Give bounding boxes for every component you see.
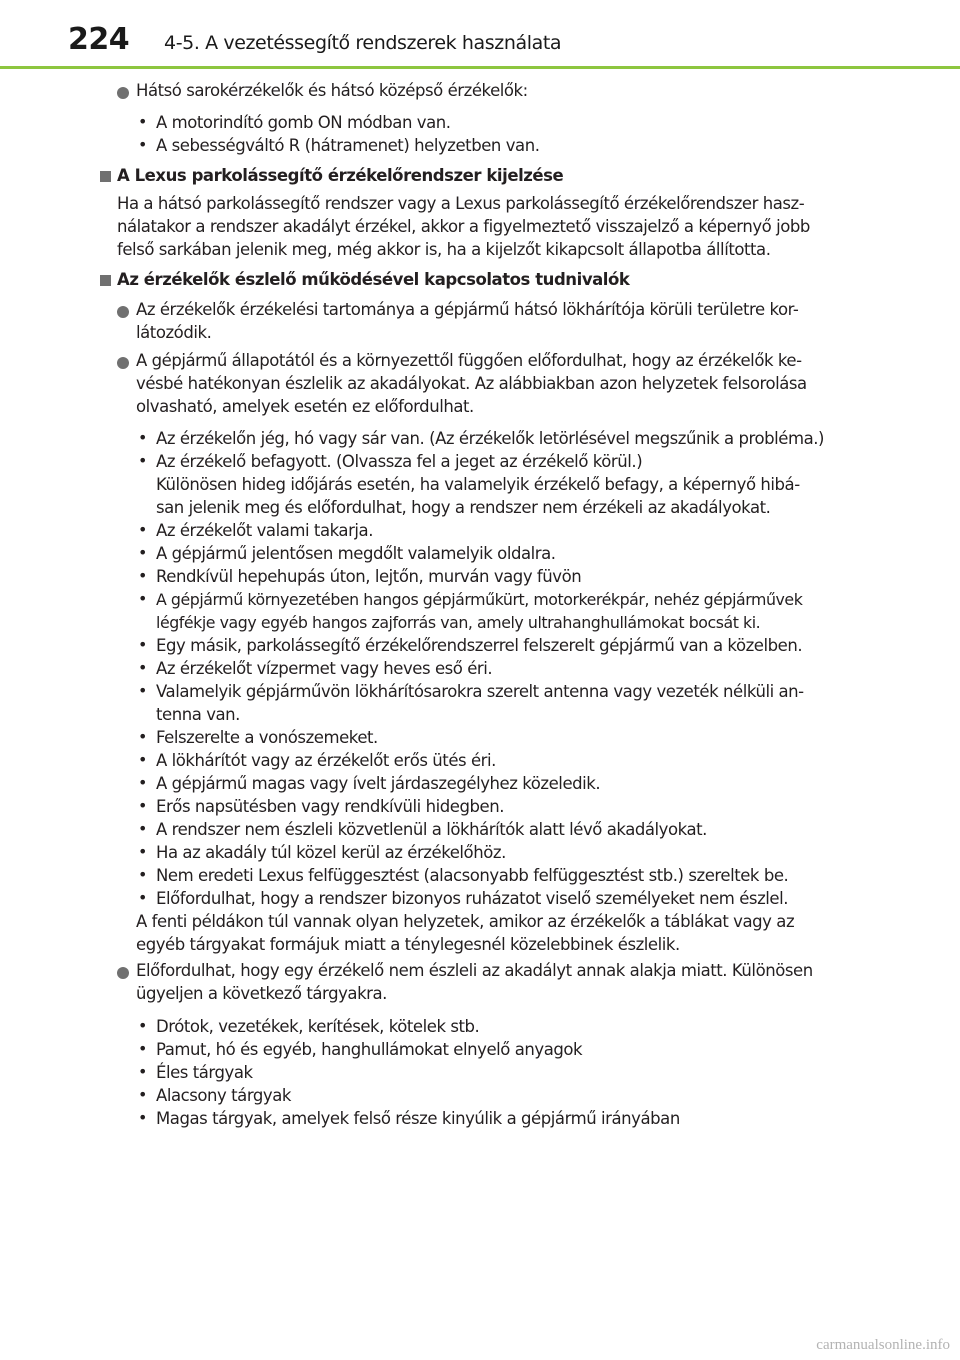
bullet-icon: • — [138, 635, 148, 654]
paragraph-line: egyéb tárgyakat formájuk miatt a ténylegesnél közelebbinek észlelik. — [136, 935, 680, 954]
list-item: Az érzékelőn jég, hó vagy sár van. (Az érzékelők letörlésével megszűnik a probléma.) — [156, 429, 825, 448]
bullet-icon: • — [138, 773, 148, 792]
list-item: A rendszer nem észleli közvetlenül a lökhárítók alatt lévő akadályokat. — [156, 820, 707, 839]
bullet-icon: • — [138, 819, 148, 838]
paragraph-line: vésbé hatékonyan észlelik az akadályokat. Az alábbiakban azon helyzetek felsorolása — [136, 374, 807, 393]
list-item-continuation: Különösen hideg időjárás esetén, ha valamelyik érzékelő befagy, a képernyő hibá- — [156, 475, 800, 494]
list-item: Rendkívül hepehupás úton, lejtőn, murván vagy füvön — [156, 567, 582, 586]
bullet-icon: • — [138, 888, 148, 907]
list-item: Valamelyik gépjárművön lökhárítósarokra szerelt antenna vagy vezeték nélküli an- — [156, 682, 804, 701]
paragraph-line: Előfordulhat, hogy egy érzékelő nem észleli az akadályt annak alakja miatt. Különösen — [136, 961, 813, 980]
paragraph-line: A gépjármű állapotától és a környezettől függően előfordulhat, hogy az érzékelők ke- — [136, 351, 802, 370]
bullet-icon: • — [138, 865, 148, 884]
list-item-continuation: légfékje vagy egyéb hangos zajforrás van, amely ultrahanghullámokat bocsát ki. — [156, 613, 761, 632]
bullet-icon: • — [138, 727, 148, 746]
paragraph-line: felső sarkában jelenik meg, még akkor is, ha a kijelzőt kikapcsolt állapotba állította. — [117, 240, 771, 259]
circle-bullet-icon — [117, 306, 129, 318]
list-item: Felszerelte a vonószemeket. — [156, 728, 378, 747]
list-item: Erős napsütésben vagy rendkívüli hidegben. — [156, 797, 504, 816]
list-item: Ha az akadály túl közel kerül az érzékelőhöz. — [156, 843, 506, 862]
bullet-icon: • — [138, 796, 148, 815]
bullet-icon: • — [138, 520, 148, 539]
header-rule — [0, 66, 960, 69]
list-item: A sebességváltó R (hátramenet) helyzetben van. — [156, 136, 540, 155]
bullet-icon: • — [138, 681, 148, 700]
list-item: Az érzékelőt vízpermet vagy heves eső éri. — [156, 659, 493, 678]
list-item: A gépjármű magas vagy ívelt járdaszegélyhez közeledik. — [156, 774, 601, 793]
list-item: Nem eredeti Lexus felfüggesztést (alacsonyabb felfüggesztést stb.) szereltek be. — [156, 866, 789, 885]
bullet-icon: • — [138, 1085, 148, 1104]
bullet-icon: • — [138, 112, 148, 131]
list-item: Előfordulhat, hogy a rendszer bizonyos ruházatot viselő személyeket nem észlel. — [156, 889, 789, 908]
section-title: 4-5. A vezetéssegítő rendszerek használata — [164, 32, 562, 54]
list-item: A motorindító gomb ON módban van. — [156, 113, 451, 132]
paragraph-line: nálatakor a rendszer akadályt érzékel, akkor a figyelmeztető visszajelző a képernyő jobb — [117, 217, 810, 236]
paragraph-line: ügyeljen a következő tárgyakra. — [136, 984, 387, 1003]
page-number: 224 — [68, 22, 130, 57]
bullet-icon: • — [138, 1016, 148, 1035]
bullet-icon: • — [138, 543, 148, 562]
list-item: Alacsony tárgyak — [156, 1086, 291, 1105]
list-item: A lökhárítót vagy az érzékelőt erős ütés éri. — [156, 751, 496, 770]
paragraph-line: Ha a hátsó parkolássegítő rendszer vagy a Lexus parkolássegítő érzékelőrendszer hasz- — [117, 194, 805, 213]
bullet-icon: • — [138, 566, 148, 585]
list-item: Pamut, hó és egyéb, hanghullámokat elnyelő anyagok — [156, 1040, 583, 1059]
list-item-continuation: san jelenik meg és előfordulhat, hogy a rendszer nem érzékeli az akadályokat. — [156, 498, 771, 517]
page-header — [0, 0, 960, 70]
section-heading: A Lexus parkolássegítő érzékelőrendszer kijelzése — [117, 166, 564, 185]
list-item: Éles tárgyak — [156, 1063, 253, 1082]
paragraph-line: látozódik. — [136, 323, 212, 342]
list-item: Magas tárgyak, amelyek felső része kinyúlik a gépjármű irányában — [156, 1109, 680, 1128]
paragraph-line: Az érzékelők érzékelési tartománya a gépjármű hátsó lökhárítója körüli területre kor- — [136, 300, 799, 319]
list-item: Az érzékelő befagyott. (Olvassza fel a jeget az érzékelő körül.) — [156, 452, 643, 471]
bullet-icon: • — [138, 658, 148, 677]
list-item: Az érzékelőt valami takarja. — [156, 521, 374, 540]
bullet-icon: • — [138, 428, 148, 447]
bullet-icon: • — [138, 1108, 148, 1127]
circle-bullet-icon — [117, 87, 129, 99]
bullet-icon: • — [138, 589, 148, 608]
square-heading-icon — [100, 171, 111, 182]
section-heading: Az érzékelők észlelő működésével kapcsolatos tudnivalók — [117, 270, 630, 289]
list-item: A gépjármű jelentősen megdőlt valamelyik oldalra. — [156, 544, 556, 563]
list-item: Drótok, vezetékek, kerítések, kötelek stb. — [156, 1017, 480, 1036]
paragraph-line: A fenti példákon túl vannak olyan helyzetek, amikor az érzékelők a táblákat vagy az — [136, 912, 795, 931]
list-item-continuation: tenna van. — [156, 705, 240, 724]
circle-bullet-icon — [117, 967, 129, 979]
bullet-icon: • — [138, 451, 148, 470]
bullet-icon: • — [138, 135, 148, 154]
paragraph-line: olvasható, amelyek esetén ez előfordulhat. — [136, 397, 474, 416]
bullet-icon: • — [138, 1062, 148, 1081]
list-item: Egy másik, parkolássegítő érzékelőrendszerrel felszerelt gépjármű van a közelben. — [156, 636, 803, 655]
bullet-icon: • — [138, 750, 148, 769]
block-title: Hátsó sarokérzékelők és hátsó középső érzékelők: — [136, 81, 528, 100]
watermark-text: carmanualsonline.info — [816, 1337, 950, 1353]
bullet-icon: • — [138, 842, 148, 861]
list-item: A gépjármű környezetében hangos gépjárműkürt, motorkerékpár, nehéz gépjárművek — [156, 590, 803, 609]
square-heading-icon — [100, 275, 111, 286]
circle-bullet-icon — [117, 357, 129, 369]
bullet-icon: • — [138, 1039, 148, 1058]
